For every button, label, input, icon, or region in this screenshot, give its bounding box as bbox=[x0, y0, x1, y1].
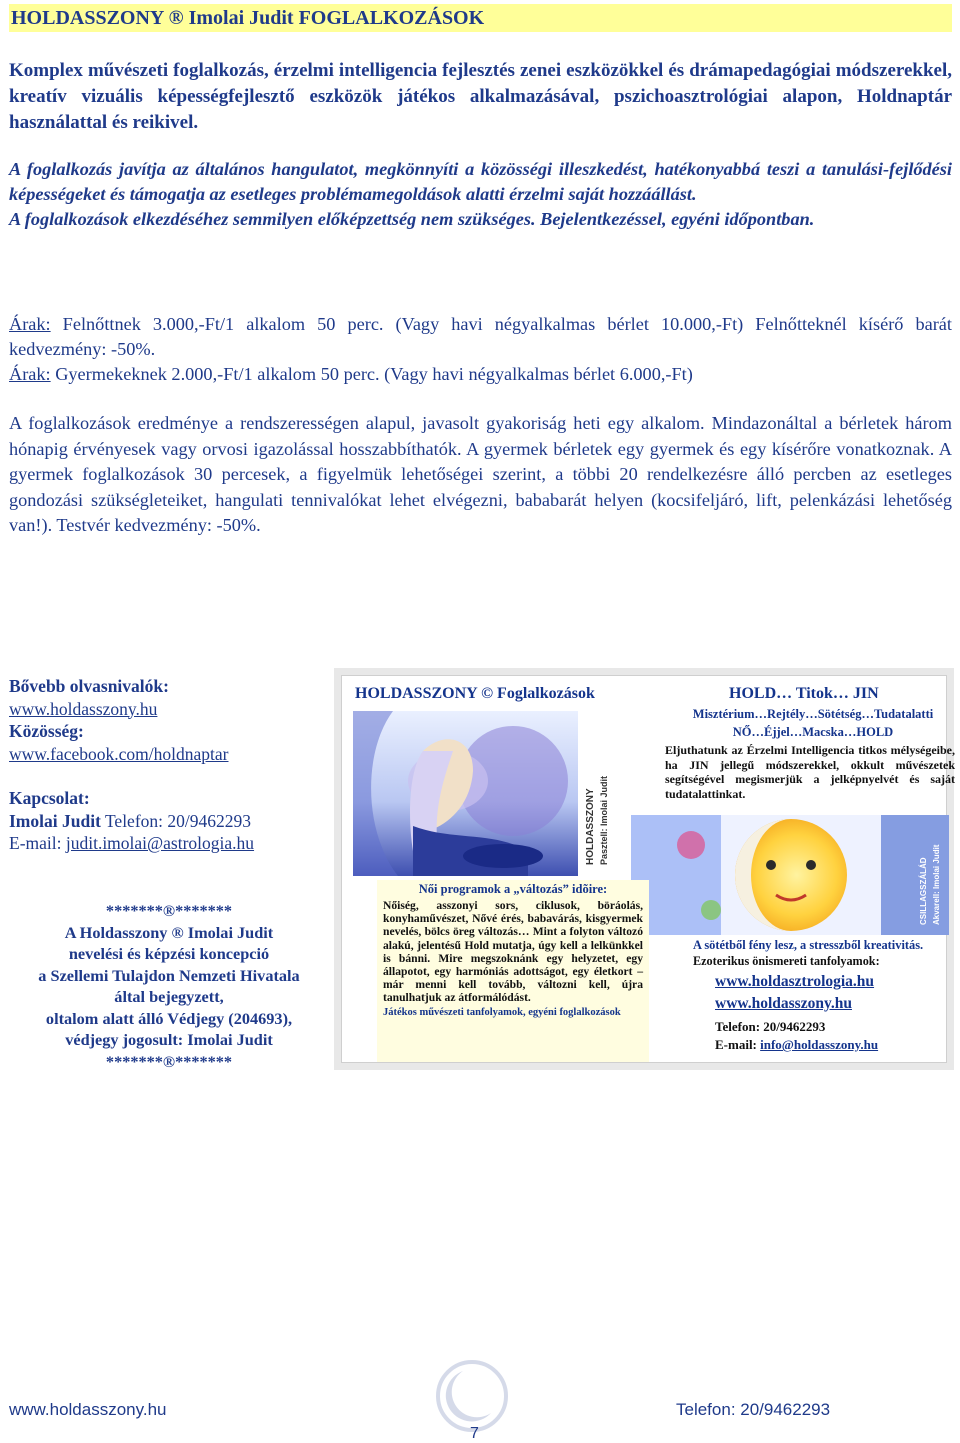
sun-moon-painting bbox=[631, 815, 949, 935]
trademark-line-2: nevelési és képzési koncepció bbox=[68, 944, 270, 963]
footer-website: www.holdasszony.hu bbox=[9, 1400, 167, 1419]
child-price bbox=[9, 362, 952, 387]
subtitle: Komplex művészeti foglalkozás, érzelmi intelligencia fejlesztés zenei eszközökkel és drámapedagógiai módszerekkel, kreatív vizuális képességfejlesztő eszközök játékos alkalmazásával, pszichoasztrológiai alapon, Holdnaptár használattal és reikivel. bbox=[9, 60, 952, 133]
more-reading-label: Bővebb olvasnivalók: bbox=[9, 676, 169, 696]
flyer-link-2: www.holdasszony.hu bbox=[715, 995, 852, 1012]
womens-programs-footer: Játékos művészeti tanfolyamok, egyéni foglalkozások bbox=[383, 1006, 621, 1018]
vertical-text-1: HOLDASSZONY bbox=[585, 788, 596, 865]
contact-name-phone bbox=[9, 810, 329, 833]
moon-logo-watermark bbox=[433, 1357, 511, 1435]
contact-name: Imolai Judit bbox=[9, 810, 101, 831]
body-paragraph: A foglalkozások eredménye a rendszerességen alapul, javasolt gyakoriság heti egy alkalom. Mindazonáltal a bérletek három hónapig érvényesek vagy orvosi igazolással hosszabbíthatók. A gyermek bérletek egy gyermek és egy kísérőre vonatkoznak. A gyermek foglalkozások 30 percesek, a figyelmük lehetőségei szerint, a többi 20 rendelkezésre álló percben az esetleges gondozási szükségleteiket, hangulati tennivalókat lehet elvégezni, bababarát helyen (kocsifeljáró, lift, pelenkázási lehetőség van!). Testvér kedvezmény: -50%. bbox=[9, 413, 952, 535]
flyer-right-line-1: Misztérium…Rejtély…Sötétség…Tudatalatti bbox=[692, 707, 934, 721]
moon-woman-painting bbox=[353, 711, 578, 876]
flyer-description: Eljuthatunk az Érzelmi Intelligencia titkos mélységeibe, ha JIN jellegű módszerekkel, okkult művészetek segítségével megismerjük a jelképnyelvét és saját tudatalattinkat. bbox=[665, 743, 955, 801]
website-link[interactable]: www.holdasszony.hu bbox=[9, 698, 158, 719]
intro-paragraph-2: A foglalkozások elkezdéséhez semmilyen előképzettség nem szükséges. Bejelentkezéssel, egyéni időpontban. bbox=[9, 209, 815, 229]
womens-programs-title: Női programok a „változás” idõire: bbox=[418, 882, 608, 896]
email-link[interactable]: judit.imolai@astrologia.hu bbox=[65, 833, 255, 853]
vertical-text-3: CSILLAGSZÁLÁD bbox=[919, 857, 928, 925]
adult-price-text: Felnőttnek 3.000,-Ft/1 alkalom 50 perc. (Vagy havi négyalkalmas bérlet 10.000,-Ft) Felnőtteknél kísérő barát kedvezmény: -50%. bbox=[9, 314, 952, 359]
trademark-notice bbox=[9, 900, 329, 1072]
flyer-email-label: E-mail: bbox=[715, 1037, 761, 1052]
flyer-tagline: A sötétből fény lesz, a stresszből kreativitás. bbox=[693, 938, 924, 952]
promo-flyer-image bbox=[334, 668, 954, 1070]
prices-label-2: Árak: bbox=[9, 364, 51, 384]
flyer-email bbox=[715, 1037, 878, 1053]
trademark-stars-bottom: *******®******* bbox=[105, 1051, 233, 1071]
trademark-line-5: oltalom alatt álló Védjegy (204693), bbox=[45, 1008, 293, 1028]
trademark-stars-top: *******®******* bbox=[105, 901, 233, 920]
contact-phone: Telefon: 20/9462293 bbox=[100, 810, 252, 831]
child-price-text: Gyermekeknek 2.000,-Ft/1 alkalom 50 perc. (Vagy havi négyalkalmas bérlet 6.000,-Ft) bbox=[50, 364, 693, 384]
contact-email-line bbox=[9, 832, 329, 855]
trademark-line-4: által bejegyzett, bbox=[114, 987, 224, 1006]
flyer-email-address: info@holdasszony.hu bbox=[760, 1037, 879, 1052]
flyer-link-1: www.holdasztrologia.hu bbox=[715, 973, 875, 990]
page-title: HOLDASSZONY ® Imolai Judit FOGLALKOZÁSOK bbox=[9, 4, 952, 32]
adult-price bbox=[9, 312, 952, 362]
prices-section bbox=[9, 312, 952, 387]
prices-label: Árak: bbox=[9, 314, 51, 334]
trademark-line-1: A Holdasszony ® Imolai Judit bbox=[64, 922, 274, 942]
flyer-right-title: HOLD… Titok… JIN bbox=[729, 685, 879, 702]
facebook-link[interactable]: www.facebook.com/holdnaptar bbox=[9, 743, 229, 764]
flyer-title: HOLDASSZONY © Foglalkozások bbox=[355, 685, 595, 702]
intro-section bbox=[9, 157, 952, 232]
vertical-text-4: Akvarell: Imolai Judit bbox=[932, 844, 941, 925]
womens-programs-box bbox=[377, 880, 649, 1062]
intro-paragraph-1: A foglalkozás javítja az általános hangulatot, megkönnyíti a közösségi illeszkedést, hatékonyabbá teszi a tanulási-fejlődési képességeket és támogatja az esetleges problémamegoldások alatti érzelmi saját hozzáállást. bbox=[9, 159, 952, 204]
vertical-text-2: Pasztell: Imolai Judit bbox=[599, 775, 609, 865]
trademark-line-3: a Szellemi Tulajdon Nemzeti Hivatala bbox=[38, 965, 300, 985]
contact-label: Kapcsolat: bbox=[9, 788, 90, 808]
page-number: 7 bbox=[470, 1425, 479, 1442]
womens-programs-text: Nőiség, asszonyi sors, ciklusok, böráolás, konyhaművészet, Nővé érés, babavárás, kisgyermek nevelés, bölcs öreg változás… Mint a folyton változó alakú, jelentésű Hold mutatja, úgy kell a lelkünkkel is bánni. Mire megszoknánk egy helyzetet, egy állapotot, egy harmóniás adottságot, egy életkort – már menni kell tovább, változni kell, újra tanulhatjuk az átformálódást. bbox=[383, 899, 643, 1005]
contact-block bbox=[9, 675, 329, 855]
community-label: Közösség: bbox=[9, 721, 84, 741]
flyer-courses-label: Ezoterikus önismereti tanfolyamok: bbox=[693, 954, 880, 968]
flyer-right-line-2: NŐ…Éjjel…Macska…HOLD bbox=[732, 725, 894, 739]
vertical-caption-left bbox=[579, 715, 615, 875]
email-label: E-mail: bbox=[9, 833, 66, 853]
footer-phone: Telefon: 20/9462293 bbox=[676, 1400, 831, 1419]
flyer-phone: Telefon: 20/9462293 bbox=[715, 1019, 826, 1034]
trademark-line-6: védjegy jogosult: Imolai Judit bbox=[65, 1030, 273, 1049]
